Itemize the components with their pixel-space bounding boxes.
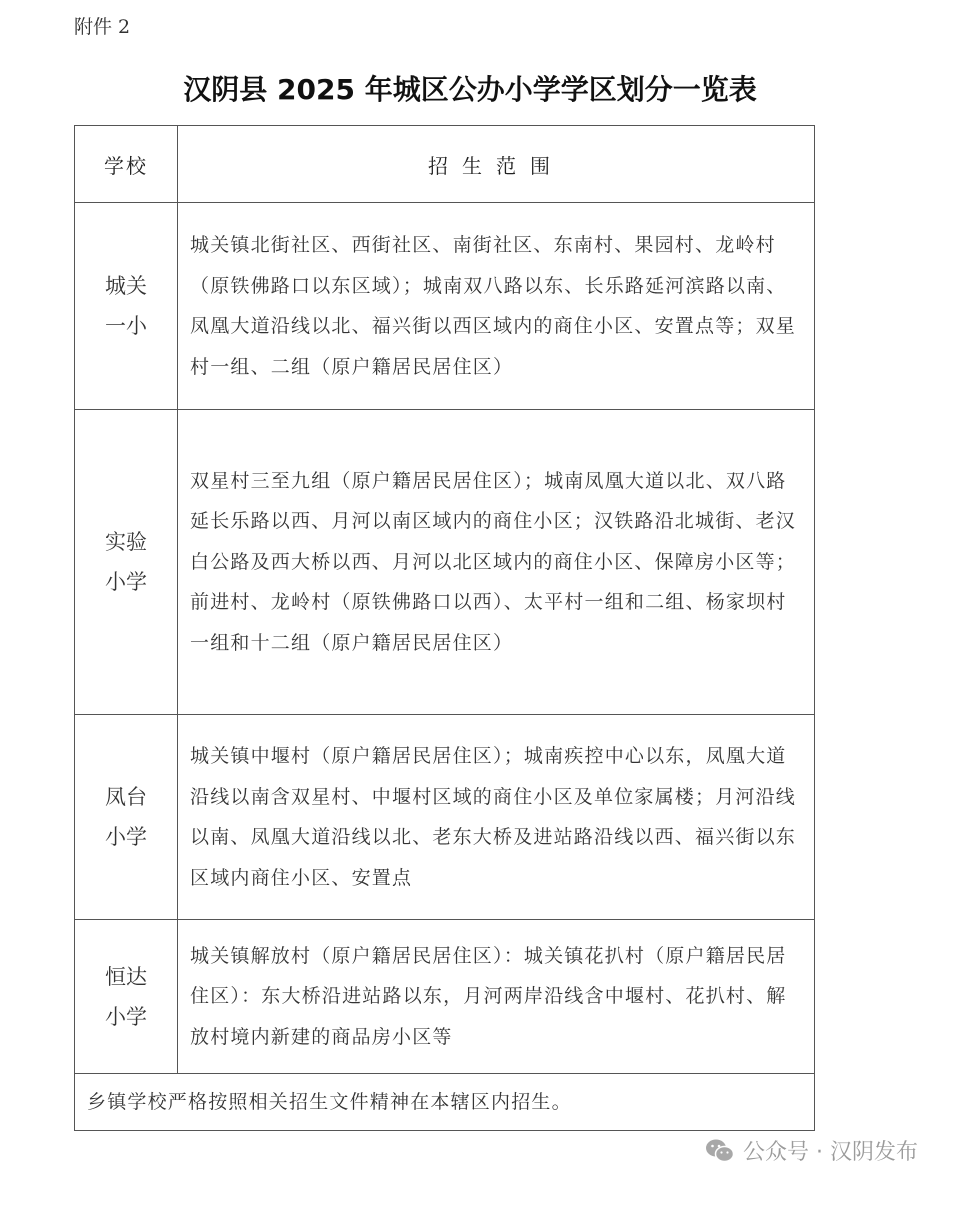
table-row: [75, 920, 815, 1074]
table-row: [75, 410, 815, 715]
attachment-label: 附件 2: [74, 16, 131, 38]
enrollment-range: 城关镇北街社区、西街社区、南街社区、东南村、果园村、龙岭村（原铁佛路口以东区域）；城南双八路以东、长乐路延河滨路以南、凤凰大道沿线以北、福兴街以西区域内的商住小区、安置点等；双星村一组、二组（原户籍居民居住区）: [178, 203, 815, 410]
page-title: 汉阴县 2025 年城区公办小学学区划分一览表: [183, 73, 757, 106]
table-row: [75, 715, 815, 920]
school-name: 城关 一小: [75, 203, 178, 410]
header-range: 招生范围: [178, 126, 815, 203]
table-note-row: [75, 1074, 815, 1131]
table-row: [75, 203, 815, 410]
school-name: 实验 小学: [75, 410, 178, 715]
watermark: [705, 1135, 918, 1166]
enrollment-range: 双星村三至九组（原户籍居民居住区）；城南凤凰大道以北、双八路延长乐路以西、月河以南区域内的商住小区；汉铁路沿北城街、老汉白公路及西大桥以西、月河以北区域内的商住小区、保障房小区等；前进村、龙岭村（原铁佛路口以西）、太平村一组和二组、杨家坝村一组和十二组（原户籍居民居住区）: [178, 410, 815, 715]
table-note: 乡镇学校严格按照相关招生文件精神在本辖区内招生。: [75, 1074, 815, 1131]
school-name: 恒达 小学: [75, 920, 178, 1074]
school-district-table: [74, 125, 815, 1131]
wechat-icon: [705, 1138, 735, 1164]
watermark-text: 公众号 · 汉阴发布: [743, 1140, 918, 1165]
enrollment-range: 城关镇中堰村（原户籍居民居住区）；城南疾控中心以东，凤凰大道沿线以南含双星村、中堰村区域的商住小区及单位家属楼；月河沿线以南、凤凰大道沿线以北、老东大桥及进站路沿线以西、福兴街以东区域内商住小区、安置点: [178, 715, 815, 920]
school-name: 凤台 小学: [75, 715, 178, 920]
enrollment-range: 城关镇解放村（原户籍居民居住区）：城关镇花扒村（原户籍居民居住区）：东大桥沿进站路以东，月河两岸沿线含中堰村、花扒村、解放村境内新建的商品房小区等: [178, 920, 815, 1074]
table-header-row: [75, 126, 815, 203]
header-school: 学校: [75, 126, 178, 203]
